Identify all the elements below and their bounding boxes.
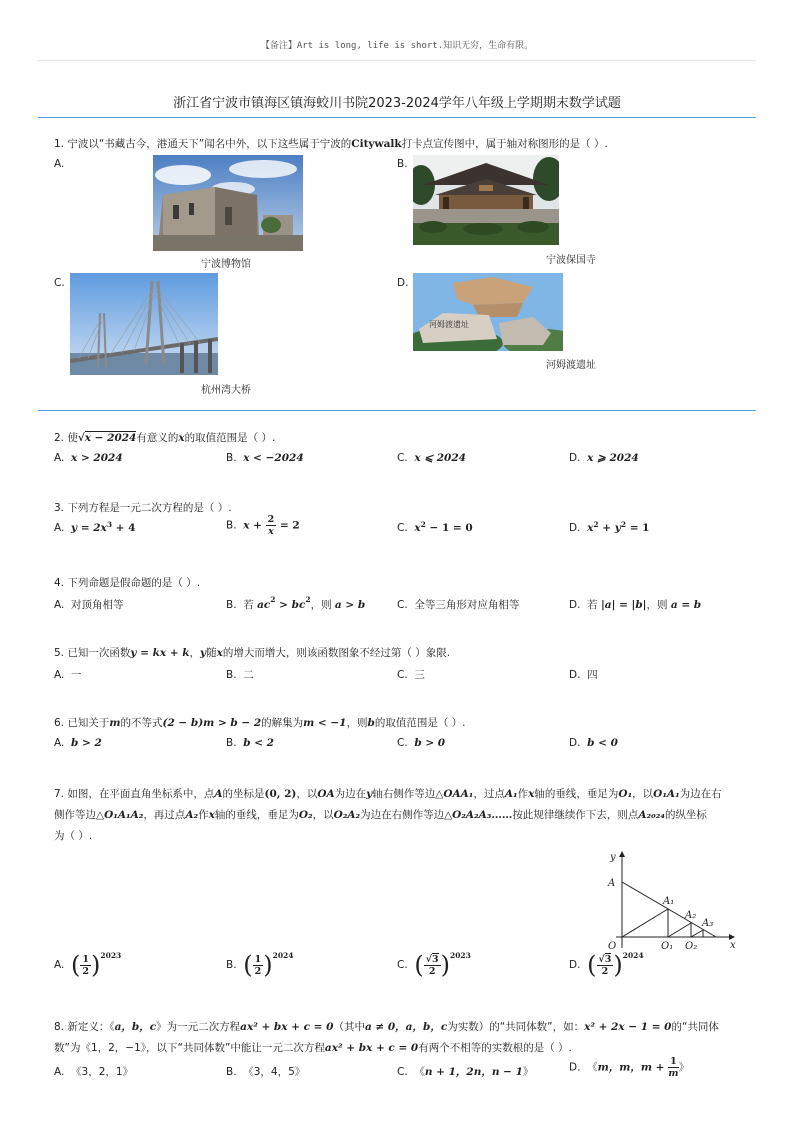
option-math: |a| = |b| [600,599,647,611]
q6-math: m [109,717,121,729]
option-letter: D. [569,522,581,534]
q5-stem: ， [189,647,200,659]
q8-text: 数”为《1，2，−1》，以下“共同体数”中能让一元二次方程 [54,1042,325,1054]
option-math: y = 2x [71,522,107,534]
option-fraction [80,954,91,977]
option-letter: A. [54,452,65,464]
option-letter: C. [397,599,408,611]
q6-option-d [569,737,618,749]
option-math: x + [243,519,266,532]
q2-radicand: x − 2024 [84,432,137,444]
option-letter: D. [569,1061,581,1074]
q1-caption-a: 宁波博物馆 [201,259,251,270]
q1-stem-b: 打卡点宣传图中，属于轴对称图形的是（ ）. [401,138,608,150]
q7-math: △O₁A₁A₂ [96,809,144,821]
q8-math: a，b，c [114,1021,157,1033]
option-text: 对顶角相等 [71,599,124,611]
option-fraction [424,954,441,977]
q8-math: a ≠ 0，a，b，c [364,1021,448,1033]
option-math: x ⩽ 2024 [414,452,466,464]
q7-option-c [397,953,471,977]
stone-inscription: 河姆渡遗址 [429,320,469,329]
q7-text: 轴的垂线，垂足为 [534,788,619,800]
option-letter: D. [569,737,581,749]
fraction-numerator: √3 [598,953,612,965]
q6-option-c [397,737,445,749]
fig-label-O1: O₁ [661,941,674,952]
option-text: 《 [414,1066,425,1078]
option-text: 《 [587,1061,598,1074]
open-paren: ( [71,951,81,979]
q7-math: A [214,788,223,800]
q7-text: ，过点 [473,788,505,800]
fraction-denominator: 2 [82,965,90,977]
option-sup: 2 [593,520,599,529]
option-fraction [266,514,277,537]
question-5 [54,643,754,663]
option-letter: C. [397,959,408,971]
q2-option-c [397,452,466,464]
q8-line-1 [54,1017,754,1038]
q1-option-a-letter: A. [54,158,65,170]
question-1 [54,134,754,154]
q7-text: 7. 如图，在平面直角坐标系中，点 [54,788,215,800]
option-text: 二 [243,669,254,681]
option-text: 《3，2，1》 [71,1066,134,1078]
q3-option-b [226,514,300,537]
option-math: b < 0 [587,737,618,749]
q7-option-b [226,953,293,977]
option-math: + y [598,522,621,534]
option-text: 若 [587,599,601,611]
q1-option-c-letter: C. [54,277,65,289]
fig-label-y: y [610,852,616,863]
q8-text: （其中 [333,1021,365,1033]
fraction-numerator: 1 [82,953,90,965]
option-math: x [414,522,421,534]
page-title: 浙江省宁波市镇海区镇海蛟川书院2023-2024学年八年级上学期期末数学试题 [173,96,621,111]
q3-option-c [397,522,473,534]
option-letter: C. [397,669,408,681]
question-7 [54,784,754,847]
bridge-photo [70,273,218,375]
option-fraction [253,954,264,977]
q7-math: O₁A₁ [653,788,680,800]
option-text: 三 [414,669,425,681]
q8-text: 》为一元二次方程 [156,1021,241,1033]
fraction-denominator: x [268,526,274,537]
option-fraction [668,1056,679,1079]
option-math: b > 0 [414,737,446,749]
q5-stem: 5. 已知一次函数 [54,647,131,659]
q7-line-1 [54,784,754,805]
option-letter: B. [226,599,237,611]
option-letter: B. [226,669,237,681]
fig-label-A: A [608,878,616,889]
fig-label-x: x [730,940,736,951]
q8-math: ax² + bx + c = 0 [324,1042,419,1054]
q4-option-c [397,597,519,612]
q7-math: A₂ [185,809,199,821]
option-letter: D. [569,669,581,681]
option-math: x < −2024 [243,452,304,464]
q6-option-a [54,737,102,749]
fraction-numerator: 1 [670,1056,677,1067]
radicand: 3 [604,953,612,965]
question-4: 4. 下列命题是假命题的是（ ）. [54,577,201,589]
option-sup: 2 [305,595,311,604]
q4-option-a [54,597,124,612]
q7-math: O₂A₂ [333,809,361,821]
fig-label-O: O [608,941,617,952]
option-math: a > b [334,599,366,611]
q7-math: △OAA₁ [435,788,474,800]
open-paren: ( [243,951,253,979]
fraction-denominator: 2 [428,965,436,977]
q3-option-d [569,522,649,534]
q1-caption-c: 杭州湾大桥 [201,385,251,396]
q6-stem: ，则 [346,717,368,729]
option-letter: A. [54,737,65,749]
q6-math: (2 − b)m > b − 2 [162,717,262,729]
q1-divider [38,410,756,411]
option-fraction [597,954,614,977]
q7-text: 为边在右侧作等边 [360,809,445,821]
option-sup: 3 [106,520,113,529]
option-letter: C. [397,452,408,464]
option-sup: 2 [270,595,276,604]
q7-text: ，以 [632,788,654,800]
fraction-denominator: m [668,1068,679,1079]
option-exponent: 2023 [449,951,471,960]
q1-option-d-letter: D. [397,277,409,289]
option-exponent: 2024 [272,951,294,960]
option-math: n + 1，2n，n − 1 [424,1066,523,1078]
q2-tail: 的取值范围是（ ）. [184,432,276,444]
q5-math: y = kx + k [130,647,190,659]
q7-text: ，以 [296,788,318,800]
q6-stem: 6. 已知关于 [54,717,110,729]
q6-option-b [226,737,274,749]
museum-photo [153,155,303,251]
option-math: x > 2024 [71,452,123,464]
q4-option-d [569,597,701,612]
q2-option-d [569,452,639,464]
q7-text: 的纵坐标 [664,809,707,821]
q7-text: 轴的垂线，垂足为 [214,809,299,821]
q8-text: 有两个不相等的实数根的是（ ）. [418,1042,572,1054]
q6-math: m < −1 [303,717,347,729]
option-sup: 2 [620,520,627,529]
q6-stem: 的不等式 [120,717,163,729]
q7-line-2 [54,805,754,826]
option-letter: C. [397,522,408,534]
title-divider [38,117,756,118]
option-letter: B. [226,1066,237,1078]
q2-num: 2. 使 [54,432,78,444]
q1-caption-d: 河姆渡遗址 [546,360,596,371]
sqrt-sign: √ [77,432,85,444]
q3-option-a [54,522,135,534]
fig-label-A1: A₁ [663,896,675,907]
q7-figure [596,848,742,954]
option-text: 》 [522,1066,534,1078]
radicand: 3 [431,953,439,965]
q1-caption-b: 宁波保国寺 [546,255,596,266]
q7-text: 侧作等边 [54,809,96,821]
option-math: = 1 [626,522,650,534]
option-math: a = b [670,599,702,611]
q5-option-b [226,667,254,682]
question-8 [54,1017,754,1059]
option-letter: D. [569,599,581,611]
option-math: x [587,522,594,534]
q8-math: x² + 2x − 1 = 0 [584,1021,672,1033]
option-math: b > 2 [71,737,102,749]
header-note: 【备注】Art is long, life is short.知识无穷，生命有限。 [260,41,534,51]
option-letter: B. [226,959,237,971]
fraction-numerator: √3 [425,953,439,965]
option-letter: A. [54,959,65,971]
fig-label-O2: O₂ [685,941,698,952]
q7-text: …… [491,809,513,821]
option-math: m，m，m + [597,1061,669,1074]
q8-text: 的“共同体 [671,1021,719,1033]
q6-stem: 的解集为 [261,717,304,729]
fraction-denominator: 2 [254,965,262,977]
q7-math: (0, 2) [264,788,297,800]
q4-option-b [226,597,365,612]
q7-math: A₂₀₂₄ [638,809,665,821]
option-exponent: 2023 [100,951,122,960]
q7-math: A₁ [504,788,518,800]
q8-math: ax² + bx + c = 0 [240,1021,334,1033]
q8-option-b [226,1064,305,1079]
option-text: 》 [678,1061,690,1074]
segment-O-A1 [622,909,668,937]
q7-text: ，以 [312,809,334,821]
q7-math: OA [317,788,335,800]
option-exponent: 2024 [622,951,644,960]
q8-option-d [569,1056,689,1079]
option-math: x ⩾ 2024 [587,452,639,464]
q8-text: 为实数）的“共同体数”，如： [447,1021,585,1033]
q7-text: 为边在右 [679,788,722,800]
q7-text: 的坐标是 [222,788,265,800]
option-text: 全等三角形对应角相等 [414,599,520,611]
option-letter: C. [397,737,408,749]
q1-option-b-letter: B. [397,158,408,170]
q7-text: 为边在 [334,788,367,800]
q5-math: y [200,647,207,659]
q7-math: x [208,809,215,821]
q5-stem: 的增大而增大，则该函数图象不经过第（ ）象限. [222,647,451,659]
q7-text: 作 [198,809,209,821]
option-letter: A. [54,599,65,611]
q5-math: x [216,647,223,659]
option-text: 若 [243,599,258,611]
question-6 [54,713,754,733]
close-paren: ) [613,951,623,979]
option-math: b < 2 [243,737,274,749]
header-divider [38,60,756,61]
option-math: − 1 = 0 [425,522,473,534]
q7-text: ，再过点 [143,809,186,821]
question-2 [54,428,754,448]
close-paren: ) [263,951,273,979]
q7-line-3: 为（ ）. [54,830,93,842]
open-paren: ( [414,951,424,979]
option-text: ，则 [646,599,671,611]
option-letter: A. [54,1066,65,1078]
q2-var: x [178,432,185,444]
q5-option-c [397,667,425,682]
segment-O1-A2 [668,923,691,937]
option-letter: A. [54,522,65,534]
fraction-numerator: 2 [267,514,275,525]
q7-math: △O₂A₂A₃ [444,809,492,821]
option-letter: B. [226,737,237,749]
fraction-denominator: 2 [601,965,609,977]
q7-math: x [528,788,535,800]
q8-option-a [54,1064,133,1079]
option-text: 四 [587,669,598,681]
q7-math: O₂ [298,809,313,821]
q7-text: 作 [517,788,529,800]
option-sup: 2 [420,520,426,529]
q7-math: O₁ [618,788,633,800]
q5-option-d [569,667,598,682]
option-letter: C. [397,1066,408,1078]
q2-option-b [226,452,304,464]
option-math: > bc [275,599,306,611]
q7-option-d [569,953,644,977]
fig-label-A3: A₃ [702,918,714,929]
hemudu-photo [413,273,563,351]
q8-text: 8. 新定义：《 [54,1021,115,1033]
option-letter: D. [569,959,581,971]
q6-math: b [367,717,375,729]
option-text: 《3，4，5》 [243,1066,306,1078]
option-math: ac [257,599,271,611]
q2-option-a [54,452,123,464]
segment-O2-A3 [691,930,703,937]
close-paren: ) [440,951,450,979]
question-3: 3. 下列方程是一元二次方程的是（ ）. [54,502,232,514]
q7-text: 按此规律继续作下去，则点 [512,809,639,821]
q1-stem-a: 1. 宁波以“书藏古今，港通天下”闻名中外，以下这些属于宁波的 [54,138,352,150]
close-paren: ) [91,951,101,979]
q7-text: 轴右侧作等边 [372,788,436,800]
option-math: = 2 [276,519,300,532]
fraction-numerator: 1 [254,953,262,965]
q7-option-a [54,953,121,977]
q8-option-c [397,1064,533,1079]
option-text: ，则 [310,599,335,611]
q6-stem: 的取值范围是（ ）. [374,717,466,729]
q2-mid: 有意义的 [136,432,179,444]
open-paren: ( [587,951,597,979]
q5-stem: 随 [206,647,217,659]
option-text: 一 [71,669,82,681]
q5-option-a [54,667,82,682]
option-letter: B. [226,519,237,532]
option-letter: B. [226,452,237,464]
fig-label-A2: A₂ [685,910,697,921]
option-letter: A. [54,669,65,681]
temple-photo [413,155,559,245]
option-math: + 4 [112,522,136,534]
option-letter: D. [569,452,581,464]
q7-math: y [366,788,373,800]
q1-stem-bold: Citywalk [351,138,402,150]
